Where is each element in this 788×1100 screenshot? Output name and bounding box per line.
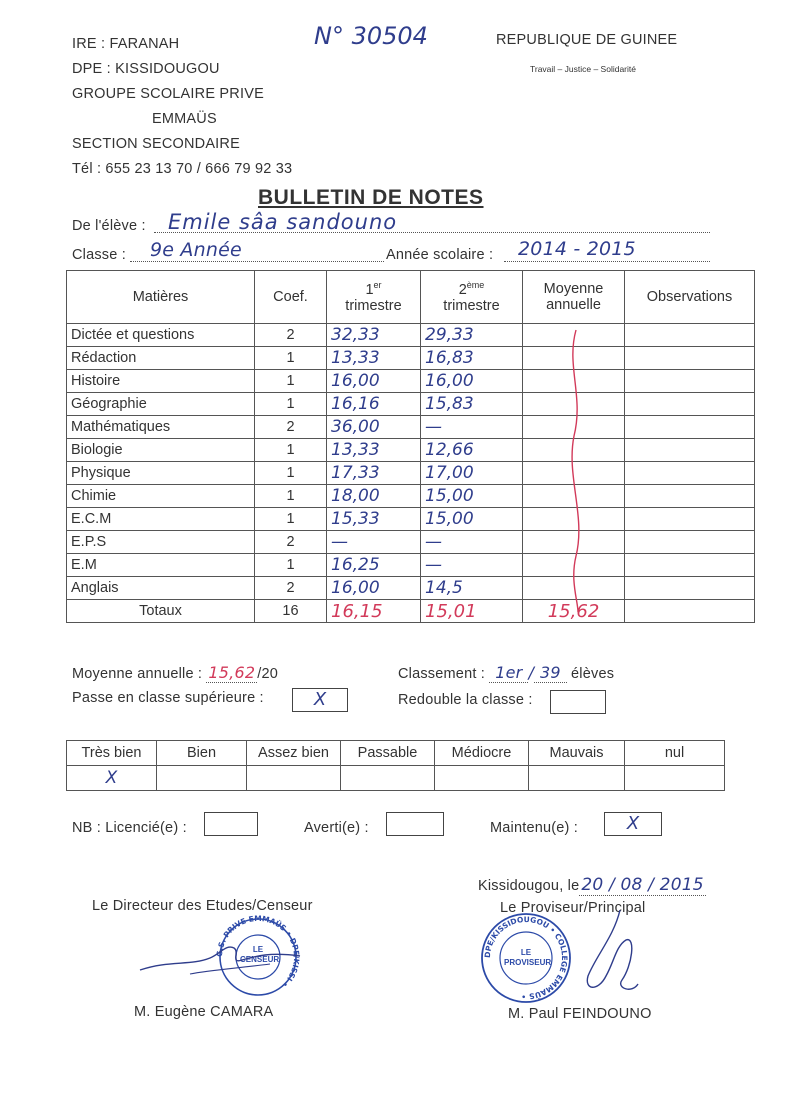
observations-cell [625,508,755,531]
phone-line: Tél : 655 23 13 70 / 666 79 92 33 [72,161,293,177]
subject-cell: Chimie [67,485,255,508]
dpe-line: DPE : KISSIDOUGOU [72,61,220,77]
licencie-checkbox[interactable] [204,812,258,836]
class-line [72,238,712,263]
subject-cell: Géographie [67,393,255,416]
totals-label: Totaux [67,600,255,623]
appreciation-mark-cell[interactable] [625,766,725,791]
bulletin-number: N° 30504 [314,22,428,50]
subject-cell: Physique [67,462,255,485]
pass-checkbox[interactable]: X [292,688,348,712]
t1-grade-cell: 13,33 [327,439,421,462]
repeat-checkbox[interactable] [550,690,606,714]
grade-row [67,485,755,508]
t2-grade-cell: 15,83 [421,393,523,416]
totals-row [67,600,755,623]
t2-grade-cell: — [421,554,523,577]
class-value: 9e Année [150,239,242,261]
coef-cell: 2 [255,416,327,439]
appreciation-mark-cell[interactable] [529,766,625,791]
t1-grade-cell: 17,33 [327,462,421,485]
grade-row [67,554,755,577]
grades-header-row [67,271,755,324]
grade-row [67,508,755,531]
school-line: GROUPE SCOLAIRE PRIVE [72,86,264,102]
maintenu-label: Maintenu(e) : [490,820,579,836]
coef-cell: 2 [255,324,327,347]
observations-cell [625,324,755,347]
totals-t1: 16,15 [327,600,421,623]
appreciation-label: Mauvais [529,741,625,766]
pass-label: Passe en classe supérieure : [72,690,264,706]
observations-cell [625,347,755,370]
appreciation-table [66,740,725,791]
grades-table [66,270,755,623]
header-observations: Observations [625,271,755,324]
grade-row [67,531,755,554]
grade-row [67,462,755,485]
ranking-label: Classement : [398,666,486,682]
left-signatory-name: M. Eugène CAMARA [134,1004,274,1020]
t2-grade-cell: 16,83 [421,347,523,370]
year-label: Année scolaire : [386,247,494,263]
observations-cell [625,416,755,439]
averti-checkbox[interactable] [386,812,444,836]
coef-cell: 1 [255,462,327,485]
ranking-line [398,663,614,682]
proviseur-stamp-text: LE PROVISEUR [504,948,552,967]
t1-grade-cell: 32,33 [327,324,421,347]
proviseur-stamp-ring: DPE/KISSIDOUGOU • COLLEGE EMMAÜS • [482,914,570,1002]
coef-cell: 1 [255,347,327,370]
class-dots [130,261,384,262]
left-signatory-title: Le Directeur des Etudes/Censeur [92,898,313,914]
header-coef: Coef. [255,271,327,324]
ranking-separator: / [528,663,535,682]
subject-cell: Dictée et questions [67,324,255,347]
maintenu-checkbox[interactable]: X [604,812,662,836]
annual-avg-scribble [548,326,608,616]
place-date-line [478,875,706,895]
censeur-stamp-text: LE CENSEUR [240,945,280,964]
grade-row [67,439,755,462]
student-label: De l'élève : [72,218,146,234]
motto: Travail – Justice – Solidarité [530,64,636,74]
t2-grade-cell: 15,00 [421,508,523,531]
subject-cell: E.M [67,554,255,577]
grade-row [67,416,755,439]
subject-cell: Rédaction [67,347,255,370]
subject-cell: Anglais [67,577,255,600]
t1-grade-cell: 16,00 [327,370,421,393]
coef-cell: 2 [255,531,327,554]
totals-annual-avg: 15,62 [523,600,625,623]
totals-t2: 15,01 [421,600,523,623]
header-subject: Matières [67,271,255,324]
totals-coef: 16 [255,600,327,623]
ranking-value: 1er [489,663,528,683]
appreciation-mark-cell[interactable] [341,766,435,791]
t1-grade-cell: — [327,531,421,554]
t1-grade-cell: 13,33 [327,347,421,370]
appreciation-mark-cell[interactable] [247,766,341,791]
right-signatory-title: Le Proviseur/Principal [500,900,646,916]
coef-cell: 1 [255,370,327,393]
republic-title: REPUBLIQUE DE GUINEE [496,32,678,48]
observations-cell [625,439,755,462]
ire-line: IRE : FARANAH [72,36,180,52]
t2-grade-cell: 15,00 [421,485,523,508]
t2-grade-cell: 14,5 [421,577,523,600]
observations-cell [625,462,755,485]
t1-grade-cell: 16,25 [327,554,421,577]
t1-grade-cell: 16,00 [327,577,421,600]
coef-cell: 2 [255,577,327,600]
t2-grade-cell: 16,00 [421,370,523,393]
ranking-suffix: élèves [571,666,615,682]
annual-average-value: 15,62 [208,663,256,682]
nb-licencie-label: NB : Licencié(e) : [72,820,187,836]
subject-cell: Mathématiques [67,416,255,439]
coef-cell: 1 [255,393,327,416]
grade-row [67,577,755,600]
appreciation-labels-row [67,741,725,766]
t1-grade-cell: 16,16 [327,393,421,416]
grade-row [67,370,755,393]
t2-grade-cell: — [421,416,523,439]
year-dots [504,261,710,262]
annual-average-line [72,663,278,682]
coef-cell: 1 [255,485,327,508]
t2-grade-cell: — [421,531,523,554]
t1-grade-cell: 36,00 [327,416,421,439]
school-name: EMMAÜS [152,111,217,127]
document-title: BULLETIN DE NOTES [258,186,484,209]
totals-observations [625,600,755,623]
student-line [72,210,712,234]
header-t2: 2ème trimestre [421,271,523,324]
observations-cell [625,531,755,554]
t1-grade-cell: 15,33 [327,508,421,531]
appreciation-label: Bien [157,741,247,766]
observations-cell [625,554,755,577]
coef-cell: 1 [255,554,327,577]
appreciation-marks-row [67,766,725,791]
place-label: Kissidougou, le [478,878,580,894]
observations-cell [625,485,755,508]
t2-grade-cell: 12,66 [421,439,523,462]
appreciation-label: Médiocre [435,741,529,766]
appreciation-label: Très bien [67,741,157,766]
annual-average-label: Moyenne annuelle : [72,666,203,682]
right-signatory-name: M. Paul FEINDOUNO [508,1006,652,1022]
date-value: 20 / 08 / 2015 [581,875,704,895]
year-value: 2014 - 2015 [518,238,636,260]
averti-label: Averti(e) : [304,820,369,836]
t2-grade-cell: 17,00 [421,462,523,485]
observations-cell [625,577,755,600]
coef-cell: 1 [255,439,327,462]
grade-row [67,347,755,370]
censeur-signature [130,930,330,990]
ranking-total: 39 [534,663,567,683]
coef-cell: 1 [255,508,327,531]
censeur-stamp-ring: G.S. PRIVE EMMAÜS • DPE/KISSI • [214,915,302,990]
proviseur-stamp [476,908,576,1008]
appreciation-mark-cell[interactable]: X [67,766,157,791]
subject-cell: E.P.S [67,531,255,554]
annual-average-suffix: /20 [257,666,278,682]
t1-grade-cell: 18,00 [327,485,421,508]
grade-row [67,324,755,347]
subject-cell: Histoire [67,370,255,393]
appreciation-label: Assez bien [247,741,341,766]
observations-cell [625,370,755,393]
appreciation-label: nul [625,741,725,766]
subject-cell: Biologie [67,439,255,462]
school-header [72,32,292,182]
t2-grade-cell: 29,33 [421,324,523,347]
proviseur-signature [576,906,646,1006]
appreciation-label: Passable [341,741,435,766]
student-name: Emile sâa sandouno [168,210,398,234]
grade-row [67,393,755,416]
repeat-label: Redouble la classe : [398,692,533,708]
section-line: SECTION SECONDAIRE [72,136,240,152]
observations-cell [625,393,755,416]
appreciation-mark-cell[interactable] [157,766,247,791]
subject-cell: E.C.M [67,508,255,531]
header-t1: 1er trimestre [327,271,421,324]
header-annual-avg: Moyenne annuelle [523,271,625,324]
appreciation-mark-cell[interactable] [435,766,529,791]
class-label: Classe : [72,247,126,263]
